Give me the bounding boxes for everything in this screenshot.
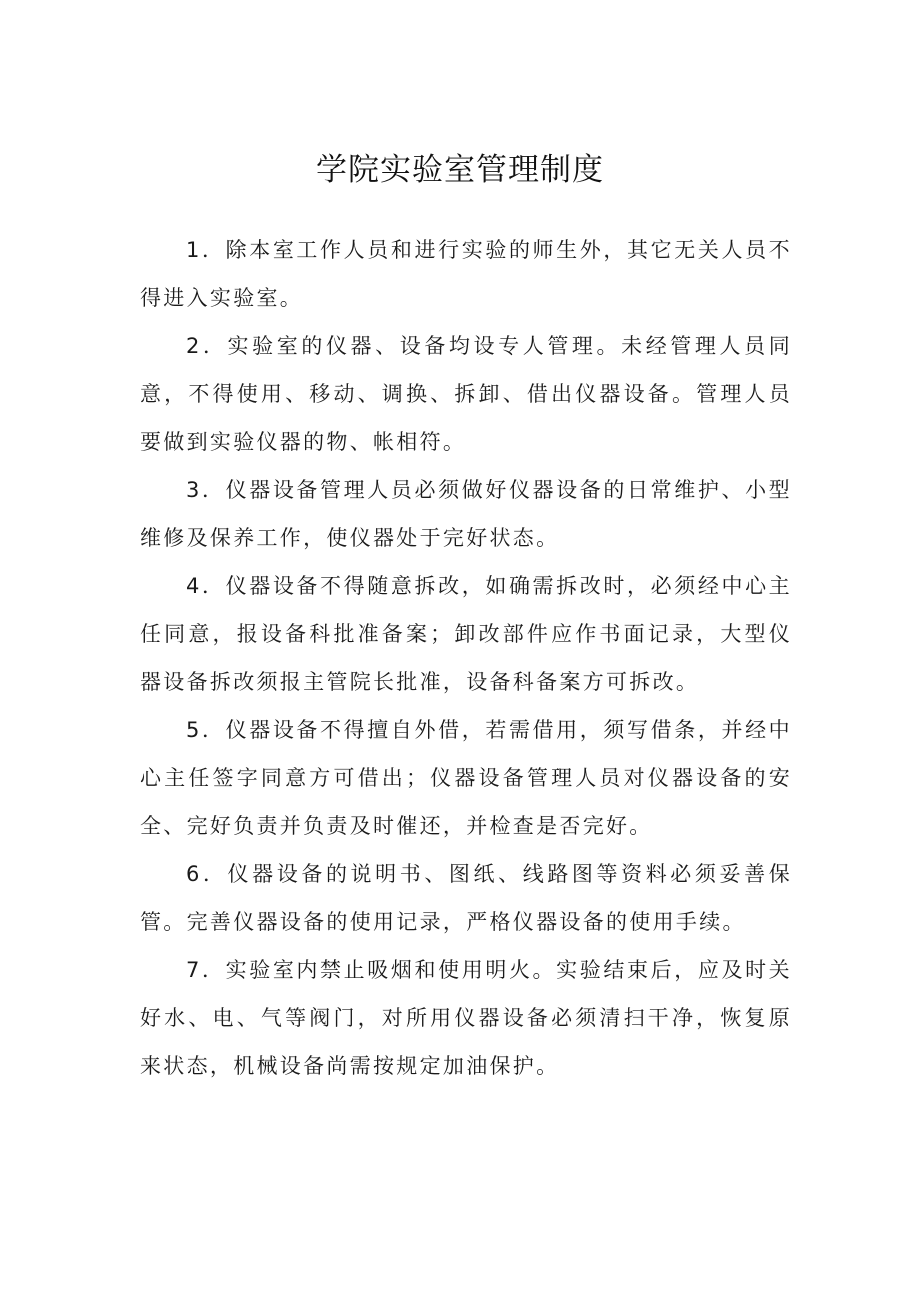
page-title: 学院实验室管理制度 (316, 152, 604, 188)
document-body (140, 226, 792, 1090)
rule-paragraph-3: 3．仪器设备管理人员必须做好仪器设备的日常维护、小型维修及保养工作，使仪器处于完好状态。 (140, 478, 792, 550)
rule-paragraph-4: 4．仪器设备不得随意拆改，如确需拆改时，必须经中心主任同意，报设备科批准备案；卸改部件应作书面记录，大型仪器设备拆改须报主管院长批准，设备科备案方可拆改。 (140, 574, 792, 694)
rule-paragraph-2: 2．实验室的仪器、设备均设专人管理。未经管理人员同意，不得使用、移动、调换、拆卸、借出仪器设备。管理人员要做到实验仪器的物、帐相符。 (140, 334, 792, 454)
rule-paragraph-6: 6．仪器设备的说明书、图纸、线路图等资料必须妥善保管。完善仪器设备的使用记录，严格仪器设备的使用手续。 (140, 862, 792, 934)
rule-paragraph-5: 5．仪器设备不得擅自外借，若需借用，须写借条，并经中心主任签字同意方可借出；仪器设备管理人员对仪器设备的安全、完好负责并负责及时催还，并检查是否完好。 (140, 718, 792, 838)
rule-paragraph-1: 1．除本室工作人员和进行实验的师生外，其它无关人员不得进入实验室。 (140, 238, 792, 310)
rule-paragraph-7: 7．实验室内禁止吸烟和使用明火。实验结束后，应及时关好水、电、气等阀门，对所用仪器设备必须清扫干净，恢复原来状态，机械设备尚需按规定加油保护。 (140, 958, 792, 1078)
